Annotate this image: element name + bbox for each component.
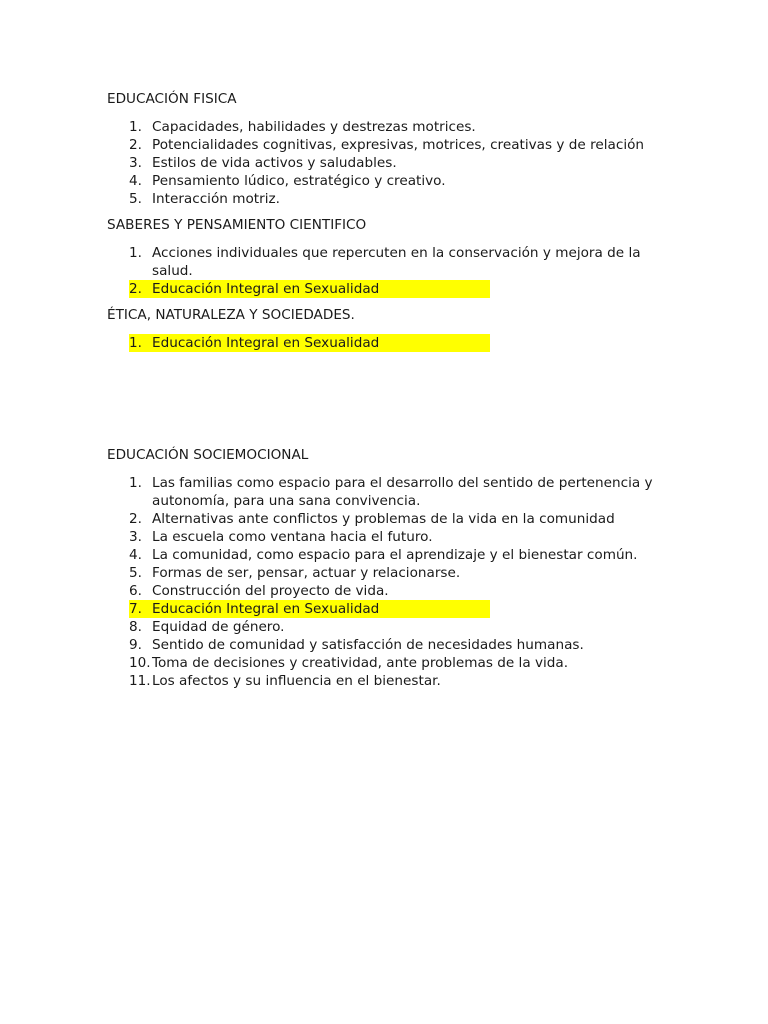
section-heading: EDUCACIÓN FISICA bbox=[107, 91, 237, 107]
document-page bbox=[107, 90, 707, 698]
list-item bbox=[107, 654, 657, 672]
list-item bbox=[107, 636, 657, 654]
list-item bbox=[107, 118, 657, 136]
list-number: 3. bbox=[129, 529, 142, 545]
list-text: Toma de decisiones y creatividad, ante problemas de la vida. bbox=[152, 655, 569, 671]
numbered-list bbox=[107, 474, 707, 690]
list-text: Educación Integral en Sexualidad bbox=[152, 601, 380, 617]
list-text: Formas de ser, pensar, actuar y relacionarse. bbox=[152, 565, 461, 581]
list-text: Educación Integral en Sexualidad bbox=[152, 335, 380, 351]
list-number: 8. bbox=[129, 619, 142, 635]
list-item bbox=[107, 136, 657, 154]
list-number: 1. bbox=[129, 119, 142, 135]
list-number: 10. bbox=[129, 655, 151, 671]
list-item bbox=[107, 582, 657, 600]
list-number: 2. bbox=[129, 137, 142, 153]
list-number: 5. bbox=[129, 191, 142, 207]
list-item bbox=[107, 244, 657, 280]
list-item bbox=[107, 474, 657, 510]
list-number: 5. bbox=[129, 565, 142, 581]
numbered-list bbox=[107, 118, 707, 208]
list-text: Potencialidades cognitivas, expresivas, motrices, creativas y de relación bbox=[152, 137, 645, 153]
list-item bbox=[107, 190, 657, 208]
list-item bbox=[107, 672, 657, 690]
numbered-list bbox=[107, 244, 707, 298]
list-item bbox=[107, 564, 657, 582]
list-number: 2. bbox=[129, 281, 142, 297]
section-etica bbox=[107, 306, 707, 352]
section-saberes bbox=[107, 216, 707, 298]
list-item bbox=[107, 546, 657, 564]
list-text: Capacidades, habilidades y destrezas motrices. bbox=[152, 119, 476, 135]
list-number: 9. bbox=[129, 637, 142, 653]
list-number: 1. bbox=[129, 335, 142, 351]
section-educacion-fisica bbox=[107, 90, 707, 208]
list-item bbox=[107, 528, 657, 546]
list-number: 11. bbox=[129, 673, 151, 689]
list-number: 1. bbox=[129, 475, 142, 491]
list-item bbox=[107, 510, 657, 528]
list-text: Alternativas ante conflictos y problemas de la vida en la comunidad bbox=[152, 511, 615, 527]
list-text: Interacción motriz. bbox=[152, 191, 280, 207]
list-text: Acciones individuales que repercuten en la conservación y mejora de la salud. bbox=[152, 245, 641, 279]
section-socioemocional bbox=[107, 446, 707, 690]
list-text: Construcción del proyecto de vida. bbox=[152, 583, 389, 599]
list-text: Educación Integral en Sexualidad bbox=[152, 281, 380, 297]
list-item-highlighted bbox=[107, 280, 657, 298]
list-text: Los afectos y su influencia en el bienestar. bbox=[152, 673, 441, 689]
list-number: 4. bbox=[129, 173, 142, 189]
list-number: 2. bbox=[129, 511, 142, 527]
list-text: Las familias como espacio para el desarrollo del sentido de pertenencia y autonomía, para una sana convivencia. bbox=[152, 475, 653, 509]
section-heading: ÉTICA, NATURALEZA Y SOCIEDADES. bbox=[107, 307, 355, 323]
list-number: 1. bbox=[129, 245, 142, 261]
list-text: La comunidad, como espacio para el aprendizaje y el bienestar común. bbox=[152, 547, 638, 563]
list-text: Estilos de vida activos y saludables. bbox=[152, 155, 397, 171]
list-item-highlighted bbox=[107, 600, 657, 618]
list-item bbox=[107, 154, 657, 172]
list-number: 7. bbox=[129, 601, 142, 617]
list-number: 3. bbox=[129, 155, 142, 171]
list-number: 4. bbox=[129, 547, 142, 563]
numbered-list bbox=[107, 334, 707, 352]
list-item bbox=[107, 618, 657, 636]
list-text: Equidad de género. bbox=[152, 619, 285, 635]
section-heading: EDUCACIÓN SOCIEMOCIONAL bbox=[107, 447, 309, 463]
section-heading: SABERES Y PENSAMIENTO CIENTIFICO bbox=[107, 217, 367, 233]
blank-space bbox=[107, 360, 707, 446]
list-item-highlighted bbox=[107, 334, 657, 352]
list-item bbox=[107, 172, 657, 190]
list-text: Sentido de comunidad y satisfacción de necesidades humanas. bbox=[152, 637, 584, 653]
list-text: La escuela como ventana hacia el futuro. bbox=[152, 529, 433, 545]
list-number: 6. bbox=[129, 583, 142, 599]
list-text: Pensamiento lúdico, estratégico y creativo. bbox=[152, 173, 446, 189]
